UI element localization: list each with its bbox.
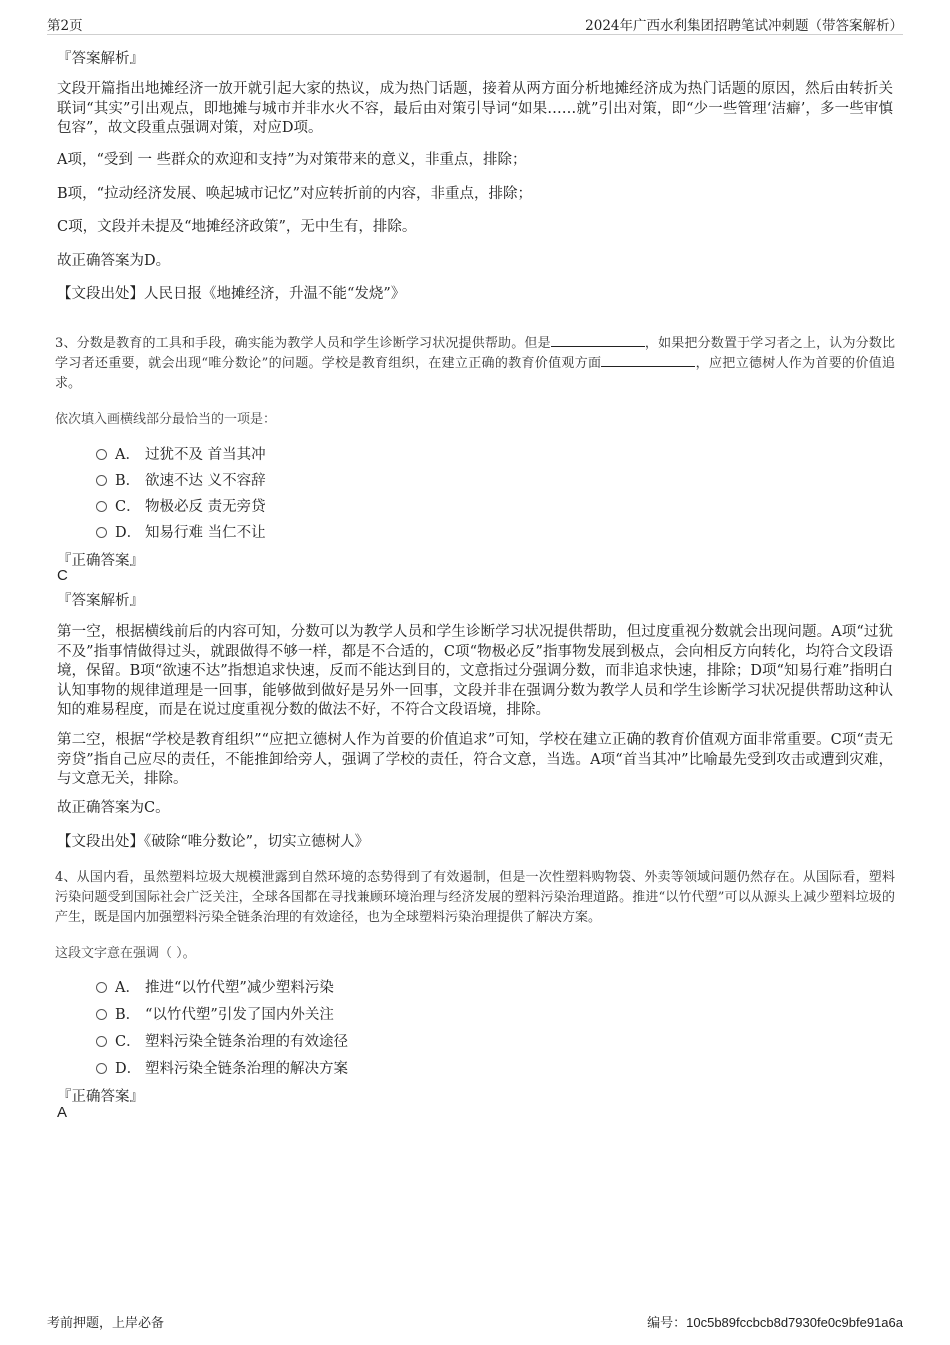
source-citation: 【文段出处】人民日报《地摊经济，升温不能“发烧”》: [57, 286, 406, 302]
question-3-text: 3、分数是教育的工具和手段，确实能为教学人员和学生诊断学习状况提供帮助。但是 ，如果把分数置于学习者之上，认为分数比学习者还重要，就会出现“唯分数论”的问题。学校是教育组织，在建立正确的教育价值观方面 ，应把立德树人作为首要的价值追求。: [55, 336, 895, 391]
radio-icon[interactable]: [96, 1009, 107, 1020]
document-title: 2024年广西水利集团招聘笔试冲刺题（带答案解析）: [585, 18, 903, 34]
analysis-label: 『答案解析』: [57, 51, 144, 67]
correct-answer-label: 『正确答案』: [57, 553, 144, 569]
analysis-label: 『答案解析』: [57, 593, 144, 609]
radio-icon[interactable]: [96, 527, 107, 538]
page-header: [47, 14, 903, 35]
radio-icon[interactable]: [96, 449, 107, 460]
analysis-paragraph: B项，“拉动经济发展、唤起城市记忆”对应转折前的内容，非重点，排除；: [57, 186, 532, 202]
q3-option-b[interactable]: B． 欲速不达 义不容辞: [96, 469, 266, 489]
radio-icon[interactable]: [96, 1036, 107, 1047]
analysis-paragraph: 第一空，根据横线前后的内容可知，分数可以为教学人员和学生诊断学习状况提供帮助，但过度重视分数就会出现问题。A项“过犹不及”指事情做得过头，就跟做得不够一样，都是不合适的，C项“物极必反”指事物发展到极点，会向相反方向转化，均符合文段语境，保留。B项“欲速不达”指想追求快速，反而不能达到目的，文意指过分强调分数，而非追求快速，排除；D项“知易行难”指明白认知事物的规律道理是一回事，能够做到做好是另外一回事，文段并非在强调分数为教学人员和学生诊断学习状况提供帮助这种认知的难易程度，而是在说过度重视分数的做法不好，不符合文段语境，排除。: [57, 624, 893, 718]
radio-icon[interactable]: [96, 1063, 107, 1074]
q3-option-a[interactable]: A． 过犹不及 首当其冲: [96, 443, 266, 463]
q4-option-b[interactable]: B． “以竹代塑”引发了国内外关注: [96, 1003, 334, 1023]
radio-icon[interactable]: [96, 475, 107, 486]
page-number: 第2页: [47, 18, 83, 34]
q4-option-c[interactable]: C． 塑料污染全链条治理的有效途径: [96, 1030, 348, 1050]
analysis-paragraph: 文段开篇指出地摊经济一放开就引起大家的热议，成为热门话题，接着从两方面分析地摊经济成为热门话题的原因，然后由转折关联词“其实”引出观点，即地摊与城市并非水火不容，最后由对策引导词“如果……就”引出对策，即“少一些管理‘洁癖’，多一些审慎包容”，故文段重点强调对策，对应D项。: [57, 81, 893, 136]
analysis-paragraph: A项，“受到 一 些群众的欢迎和支持”为对策带来的意义，非重点，排除；: [57, 152, 527, 168]
radio-icon[interactable]: [96, 501, 107, 512]
fill-blank: [601, 354, 695, 367]
analysis-paragraph: 第二空，根据“学校是教育组织”“应把立德树人作为首要的价值追求”可知，学校在建立正确的教育价值观方面非常重要。C项“责无旁贷”指自己应尽的责任，不能推卸给旁人，强调了学校的责任，符合文意，当选。A项“首当其冲”比喻最先受到攻击或遭到灾难，与文意无关，排除。: [57, 732, 893, 787]
document-code: 编号：10c5b89fccbcb8d7930fe0c9bfe91a6a: [647, 1315, 903, 1331]
q3-option-c[interactable]: C． 物极必反 责无旁贷: [96, 495, 266, 515]
analysis-paragraph: C项，文段并未提及“地摊经济政策”，无中生有，排除。: [57, 219, 417, 235]
q4-option-a[interactable]: A． 推进“以竹代塑”减少塑料污染: [96, 976, 334, 996]
q3-option-d[interactable]: D． 知易行难 当仁不让: [96, 521, 266, 541]
radio-icon[interactable]: [96, 982, 107, 993]
correct-answer-label: 『正确答案』: [57, 1089, 144, 1105]
question-4-prompt: 这段文字意在强调（ ）。: [55, 946, 196, 961]
question-4-text: 4、从国内看，虽然塑料垃圾大规模泄露到自然环境的态势得到了有效遏制，但是一次性塑料购物袋、外卖等领域问题仍然存在。从国际看，塑料污染问题受到国际社会广泛关注，全球各国都在寻找兼顾环境治理与经济发展的塑料污染治理道路。推进“以竹代塑”可以从源头上减少塑料垃圾的产生，既是国内加强塑料污染全链条治理的有效途径，也为全球塑料污染治理提供了解决方案。: [55, 870, 895, 925]
fill-blank: [551, 334, 645, 347]
q4-option-d[interactable]: D． 塑料污染全链条治理的解决方案: [96, 1057, 348, 1077]
answer-conclusion: 故正确答案为C。: [57, 800, 170, 816]
answer-conclusion: 故正确答案为D。: [57, 253, 171, 269]
correct-answer: A: [57, 1104, 68, 1121]
source-citation: 【文段出处】《破除“唯分数论”，切实立德树人》: [57, 834, 370, 850]
footer-slogan: 考前押题，上岸必备: [47, 1316, 165, 1331]
question-3-prompt: 依次填入画横线部分最恰当的一项是：: [55, 412, 277, 427]
correct-answer: C: [57, 567, 68, 584]
